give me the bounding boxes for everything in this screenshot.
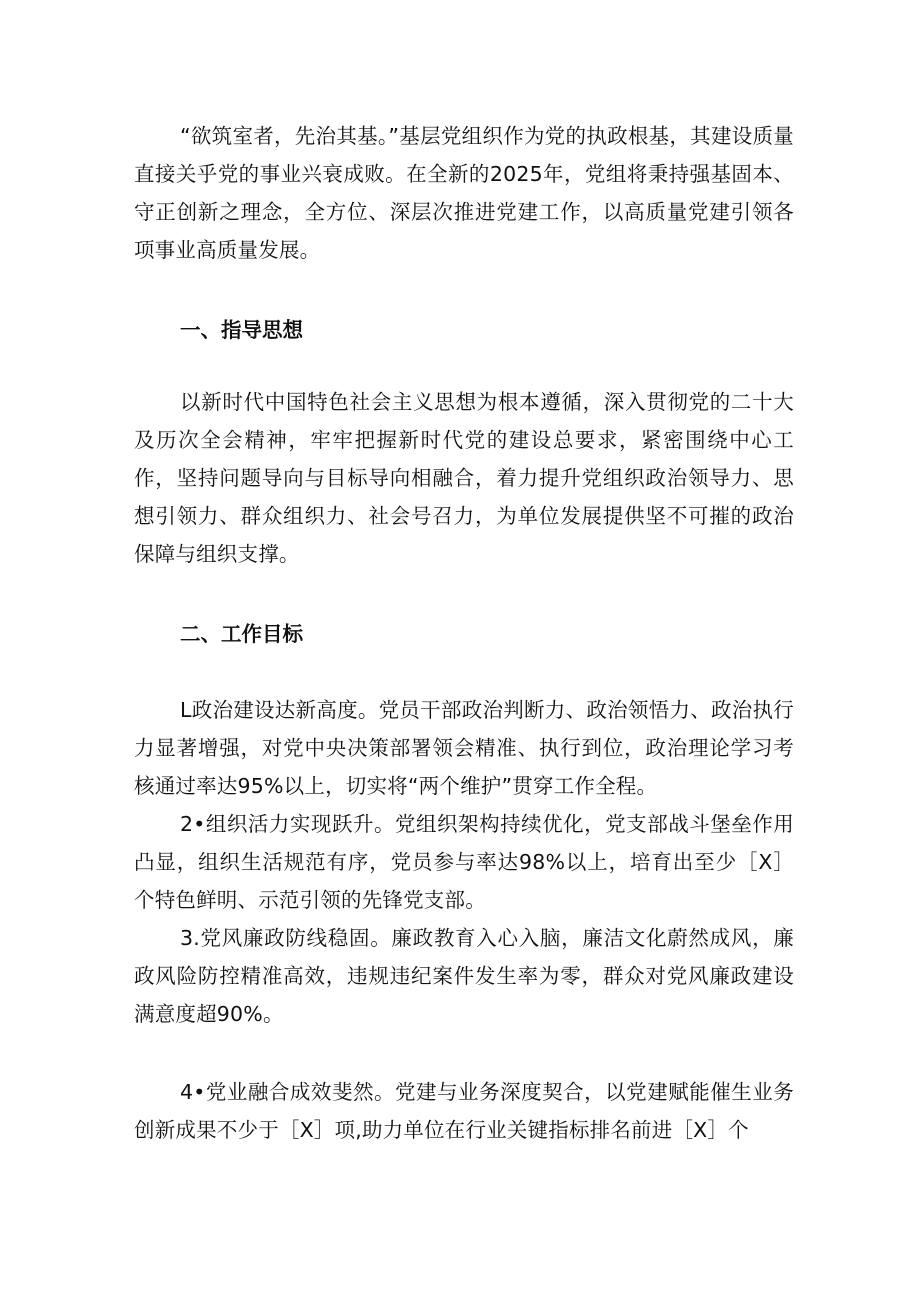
goal-item-party-business-integration: 4•党业融合成效斐然。党建与业务深度契合，以党建赋能催生业务创新成果不少于［X］项,助力单位在行业关键指标排名前进［X］个	[134, 1080, 794, 1142]
guiding-ideology-paragraph: 以新时代中国特色社会主义思想为根本遵循，深入贯彻党的二十大及历次全会精神，牢牢把握新时代党的建设总要求，紧密围绕中心工作，坚持问题导向与目标导向相融合，着力提升党组织政治领导力、思想引领力、群众组织力、社会号召力，为单位发展提供坚不可摧的政治保障与组织支撑。	[134, 390, 794, 566]
goal-item-political-building: L政治建设达新高度。党员干部政治判断力、政治领悟力、政治执行力显著增强，对党中央决策部署领会精准、执行到位，政治理论学习考核通过率达95%以上，切实将“两个维护”贯穿工作全程。	[134, 698, 794, 798]
goal-item-organization-vitality: 2•组织活力实现跃升。党组织架构持续优化，党支部战斗堡垒作用凸显，组织生活规范有序，党员参与率达98%以上，培育出至少［X］个特色鲜明、示范引领的先锋党支部。	[134, 812, 794, 912]
intro-paragraph: “欲筑室者，先治其基。”基层党组织作为党的执政根基，其建设质量直接关乎党的事业兴衰成败。在全新的2025年，党组将秉持强基固本、守正创新之理念，全方位、深层次推进党建工作，以高质量党建引领各项事业高质量发展。	[134, 124, 794, 262]
section-heading-work-goals: 二、工作目标	[180, 622, 303, 646]
goal-item-integrity-defense: 3.党风廉政防线稳固。廉政教育入心入脑，廉洁文化蔚然成风，廉政风险防控精准高效，违规违纪案件发生率为零，群众对党风廉政建设满意度超90%。	[134, 926, 794, 1026]
section-heading-guiding-ideology: 一、指导思想	[180, 318, 303, 342]
